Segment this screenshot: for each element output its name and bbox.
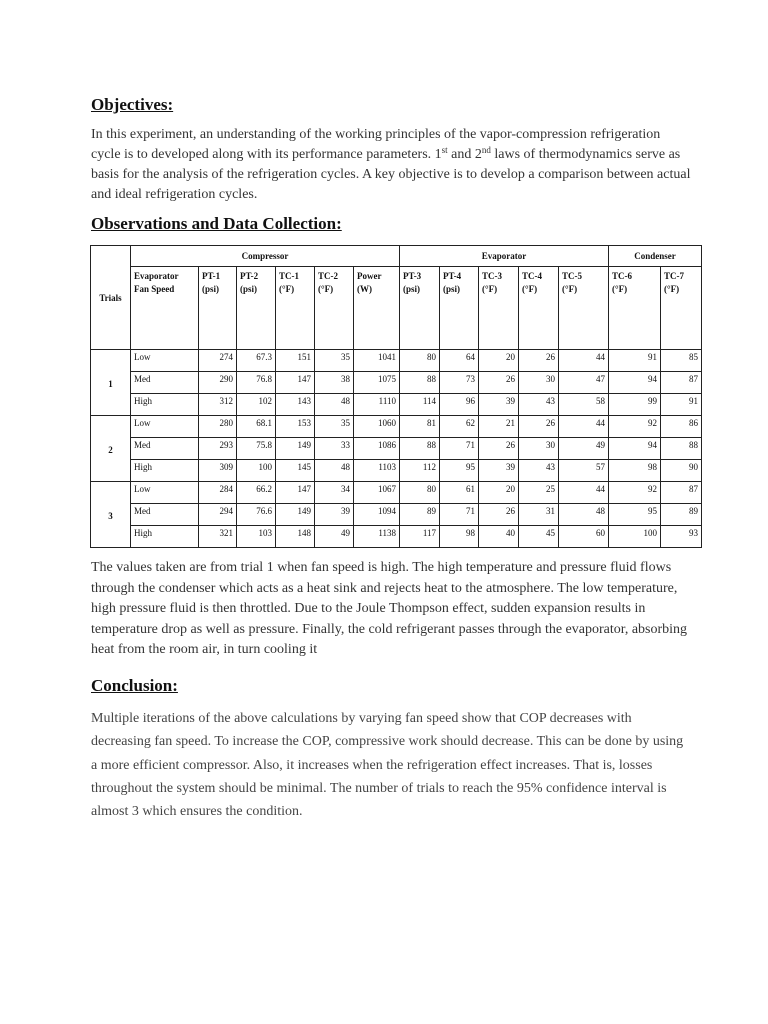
column-header-line: (°F) [482,284,498,294]
trial-number: 2 [91,416,131,482]
value-cell: 25 [519,482,559,504]
fan-speed-cell: Med [131,372,199,394]
value-cell: 30 [519,438,559,460]
value-cell: 321 [199,526,237,548]
value-cell: 284 [199,482,237,504]
value-cell: 47 [559,372,609,394]
value-cell: 39 [479,460,519,482]
value-cell: 290 [199,372,237,394]
value-cell: 99 [609,394,661,416]
fan-speed-cell: High [131,394,199,416]
value-cell: 312 [199,394,237,416]
value-cell: 76.8 [237,372,276,394]
value-cell: 91 [609,350,661,372]
column-header [276,267,315,350]
value-cell: 88 [400,372,440,394]
value-cell: 149 [276,438,315,460]
value-cell: 26 [519,416,559,438]
table-row [91,372,702,394]
fan-speed-cell: Low [131,416,199,438]
column-header [131,267,199,350]
value-cell: 117 [400,526,440,548]
value-cell: 1138 [354,526,400,548]
column-header-line: (°F) [318,284,334,294]
column-header-line: PT-4 [443,271,462,281]
column-header [315,267,354,350]
column-header [661,267,702,350]
value-cell: 26 [519,350,559,372]
column-header-line: PT-3 [403,271,422,281]
column-header [400,267,440,350]
value-cell: 64 [440,350,479,372]
objectives-text-part: laws of thermodynamics serve as basis for the analysis of the refrigeration cycles. A key objective is to develop a comparison between actual and ideal refrigeration cycles. [91,147,691,202]
value-cell: 93 [661,526,702,548]
table-row [91,482,702,504]
value-cell: 89 [400,504,440,526]
value-cell: 90 [661,460,702,482]
value-cell: 26 [479,438,519,460]
value-cell: 87 [661,482,702,504]
column-header [354,267,400,350]
value-cell: 294 [199,504,237,526]
value-cell: 67.3 [237,350,276,372]
value-cell: 30 [519,372,559,394]
column-header-line: TC-3 [482,271,503,281]
column-header-line: TC-5 [562,271,583,281]
value-cell: 1086 [354,438,400,460]
table-row [91,438,702,460]
value-cell: 26 [479,504,519,526]
value-cell: 80 [400,350,440,372]
value-cell: 48 [559,504,609,526]
column-header-line: PT-2 [240,271,259,281]
value-cell: 309 [199,460,237,482]
value-cell: 114 [400,394,440,416]
value-cell: 21 [479,416,519,438]
value-cell: 58 [559,394,609,416]
column-header [559,267,609,350]
column-header-line: (°F) [664,284,680,294]
value-cell: 45 [519,526,559,548]
objectives-text-part: and 2 [447,147,482,162]
value-cell: 68.1 [237,416,276,438]
value-cell: 75.8 [237,438,276,460]
conclusion-heading: Conclusion: [91,676,178,695]
value-cell: 81 [400,416,440,438]
value-cell: 88 [661,438,702,460]
column-header-line: (psi) [202,284,220,294]
value-cell: 85 [661,350,702,372]
value-cell: 100 [609,526,661,548]
column-header-line: TC-2 [318,271,338,281]
column-header [519,267,559,350]
value-cell: 112 [400,460,440,482]
value-cell: 44 [559,482,609,504]
fan-speed-cell: Low [131,482,199,504]
value-cell: 1103 [354,460,400,482]
fan-speed-cell: High [131,460,199,482]
value-cell: 143 [276,394,315,416]
fan-speed-cell: Med [131,504,199,526]
superscript: nd [481,145,491,155]
column-header-line: TC-1 [279,271,299,281]
value-cell: 40 [479,526,519,548]
value-cell: 1067 [354,482,400,504]
value-cell: 153 [276,416,315,438]
column-header-line: Power [357,271,382,281]
value-cell: 100 [237,460,276,482]
observations-heading: Observations and Data Collection: [91,214,342,233]
value-cell: 87 [661,372,702,394]
objectives-paragraph [91,125,691,205]
value-cell: 31 [519,504,559,526]
trial-number: 3 [91,482,131,548]
value-cell: 88 [400,438,440,460]
value-cell: 76.6 [237,504,276,526]
value-cell: 48 [315,394,354,416]
value-cell: 102 [237,394,276,416]
value-cell: 66.2 [237,482,276,504]
value-cell: 71 [440,504,479,526]
fan-speed-cell: High [131,526,199,548]
trial-number: 1 [91,350,131,416]
value-cell: 1060 [354,416,400,438]
column-header-line: (psi) [240,284,258,294]
column-header [440,267,479,350]
column-header-line: (°F) [562,284,578,294]
value-cell: 49 [559,438,609,460]
value-cell: 35 [315,350,354,372]
column-header-line: TC-6 [612,271,633,281]
table-row [91,460,702,482]
value-cell: 103 [237,526,276,548]
value-cell: 274 [199,350,237,372]
table-row [91,416,702,438]
column-header-line: (psi) [403,284,421,294]
value-cell: 34 [315,482,354,504]
value-cell: 89 [661,504,702,526]
value-cell: 80 [400,482,440,504]
trials-header: Trials [91,246,131,350]
value-cell: 71 [440,438,479,460]
condenser-group-header: Condenser [609,246,702,267]
value-cell: 98 [440,526,479,548]
column-header-line: PT-1 [202,271,221,281]
value-cell: 147 [276,482,315,504]
objectives-heading: Objectives: [91,95,174,114]
table-row [91,526,702,548]
value-cell: 96 [440,394,479,416]
superscript: st [441,145,448,155]
conclusion-paragraph: Multiple iterations of the above calculations by varying fan speed show that COP decreases with decreasing fan speed. To increase the COP, compressive work should decrease. This can be done by using a more efficient compressor. Also, it increases when the refrigeration effect increases. That is, losses throughout the system should be minimal. The number of trials to reach the 95% confidence interval is almost 3 which ensures the condition. [91,711,684,820]
table-row [91,394,702,416]
values-paragraph: The values taken are from trial 1 when fan speed is high. The high temperature and pressure fluid flows through the condenser which acts as a heat sink and rejects heat to the atmosphere. The low temperature, high pressure fluid is then throttled. Due to the Joule Thompson effect, sudden expansion results in temperature drop as well as pressure. Finally, the cold refrigerant passes through the evaporator, absorbing heat from the room air, in turn cooling it [91,560,688,657]
value-cell: 20 [479,482,519,504]
column-header [199,267,237,350]
value-cell: 26 [479,372,519,394]
value-cell: 86 [661,416,702,438]
column-header-line: (psi) [443,284,461,294]
column-header-line: TC-4 [522,271,543,281]
column-header-line: (W) [357,284,372,294]
value-cell: 20 [479,350,519,372]
column-header [479,267,519,350]
value-cell: 35 [315,416,354,438]
value-cell: 1041 [354,350,400,372]
data-table [90,245,702,548]
value-cell: 39 [315,504,354,526]
value-cell: 49 [315,526,354,548]
column-header [609,267,661,350]
value-cell: 95 [609,504,661,526]
value-cell: 92 [609,416,661,438]
column-header-line: (°F) [522,284,538,294]
value-cell: 57 [559,460,609,482]
value-cell: 44 [559,350,609,372]
column-header-line: Evaporator [134,271,179,281]
group-header-row [91,246,702,267]
fan-speed-cell: Med [131,438,199,460]
column-header [237,267,276,350]
value-cell: 94 [609,372,661,394]
table-row [91,504,702,526]
value-cell: 43 [519,394,559,416]
column-header-line: TC-7 [664,271,685,281]
value-cell: 1094 [354,504,400,526]
fan-speed-cell: Low [131,350,199,372]
table-row [91,350,702,372]
value-cell: 148 [276,526,315,548]
value-cell: 149 [276,504,315,526]
table-body [91,350,702,548]
value-cell: 94 [609,438,661,460]
compressor-group-header: Compressor [131,246,400,267]
value-cell: 73 [440,372,479,394]
value-cell: 293 [199,438,237,460]
value-cell: 147 [276,372,315,394]
value-cell: 38 [315,372,354,394]
value-cell: 60 [559,526,609,548]
value-cell: 39 [479,394,519,416]
value-cell: 62 [440,416,479,438]
value-cell: 98 [609,460,661,482]
column-header-line: (°F) [279,284,295,294]
value-cell: 92 [609,482,661,504]
column-header-line: Fan Speed [134,284,175,294]
value-cell: 145 [276,460,315,482]
value-cell: 1075 [354,372,400,394]
value-cell: 48 [315,460,354,482]
value-cell: 44 [559,416,609,438]
value-cell: 91 [661,394,702,416]
value-cell: 33 [315,438,354,460]
value-cell: 151 [276,350,315,372]
value-cell: 95 [440,460,479,482]
value-cell: 43 [519,460,559,482]
evaporator-group-header: Evaporator [400,246,609,267]
column-header-line: (°F) [612,284,628,294]
objectives-text-part: In this experiment, an understanding of the working principles of the vapor-compression refrigeration cycle is to developed along with its performance parameters. 1 [91,127,661,162]
value-cell: 61 [440,482,479,504]
value-cell: 280 [199,416,237,438]
column-header-row [91,267,702,350]
value-cell: 1110 [354,394,400,416]
